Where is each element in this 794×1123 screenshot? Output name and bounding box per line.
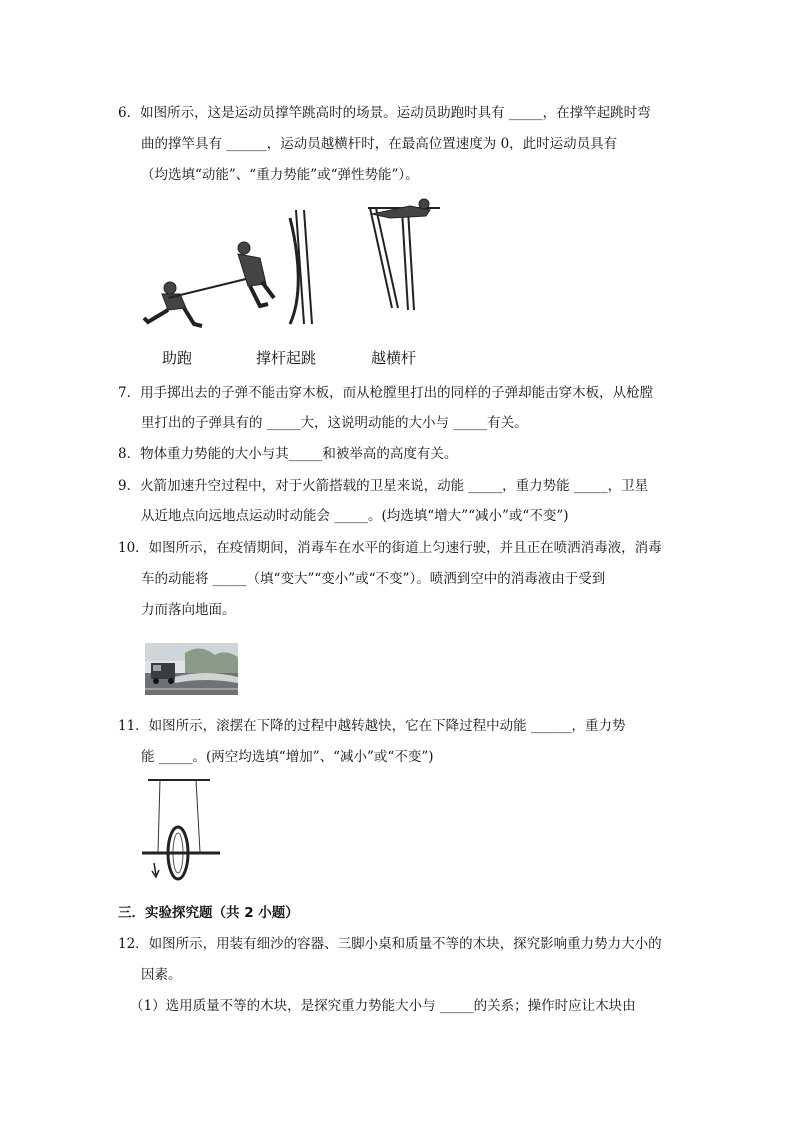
- q10-line1: 10．如图所示，在疫情期间，消毒车在水平的街道上匀速行驶，并且正在喷洒消毒液，消毒: [118, 540, 662, 556]
- q12-line3: （1）选用质量不等的木块，是探究重力势能大小与 _____的关系；操作时应让木块由: [130, 998, 636, 1014]
- q8-line1: 8．物体重力势能的大小与其_____和被举高的高度有关。: [118, 446, 458, 462]
- q12-line1: 12．如图所示，用装有细沙的容器、三脚小桌和质量不等的木块，探究影响重力势力大小的: [118, 936, 662, 952]
- q10-line2: 车的动能将 _____（填“变大”“变小”或“不变”）。喷洒到空中的消毒液由于受到: [141, 571, 606, 587]
- bar-clear-image: [368, 199, 440, 310]
- section-title: 三．实验探究题（共 2 小题）: [118, 905, 299, 921]
- maxwell-pendulum-figure: [140, 775, 225, 885]
- q9-line2: 从近地点向远地点运动时动能会 _____。(均选填“增大”“减小”或“不变”): [141, 508, 569, 524]
- q12-line2: 因素。: [141, 967, 182, 983]
- q10-line3: 力而落向地面。: [141, 602, 236, 618]
- q6-line3: （均选填“动能”、“重力势能”或“弹性势能”）。: [141, 167, 419, 183]
- jumper-image: [238, 210, 312, 324]
- q7-line2: 里打出的子弹具有的 _____大，这说明动能的大小与 _____有关。: [141, 415, 528, 431]
- q11-line2: 能 _____。(两空均选填“增加”、“减小”或“不变”): [141, 749, 434, 765]
- caption-bar: 越横杆: [371, 349, 417, 367]
- pole-vault-figure: [140, 198, 440, 338]
- q7-line1: 7．用手掷出去的子弹不能击穿木板，而从枪膛里打出的同样的子弹却能击穿木板，从枪膛: [118, 385, 654, 401]
- q11-line1: 11．如图所示，滚摆在下降的过程中越转越快，它在下降过程中动能 ______，重力势: [118, 718, 626, 734]
- runner-image: [144, 278, 250, 326]
- q9-line1: 9．火箭加速升空过程中，对于火箭搭载的卫星来说，动能 _____，重力势能 _____，卫星: [118, 478, 649, 494]
- caption-takeoff: 撑杆起跳: [256, 349, 317, 367]
- disinfection-truck-photo: [145, 643, 238, 695]
- q6-line2: 曲的撑竿具有 ______，运动员越横杆时，在最高位置速度为 0，此时运动员具有: [141, 136, 618, 152]
- caption-run: 助跑: [162, 349, 193, 367]
- q6-line1: 6．如图所示，这是运动员撑竿跳高时的场景。运动员助跑时具有 _____，在撑竿起跳时弯: [118, 105, 651, 121]
